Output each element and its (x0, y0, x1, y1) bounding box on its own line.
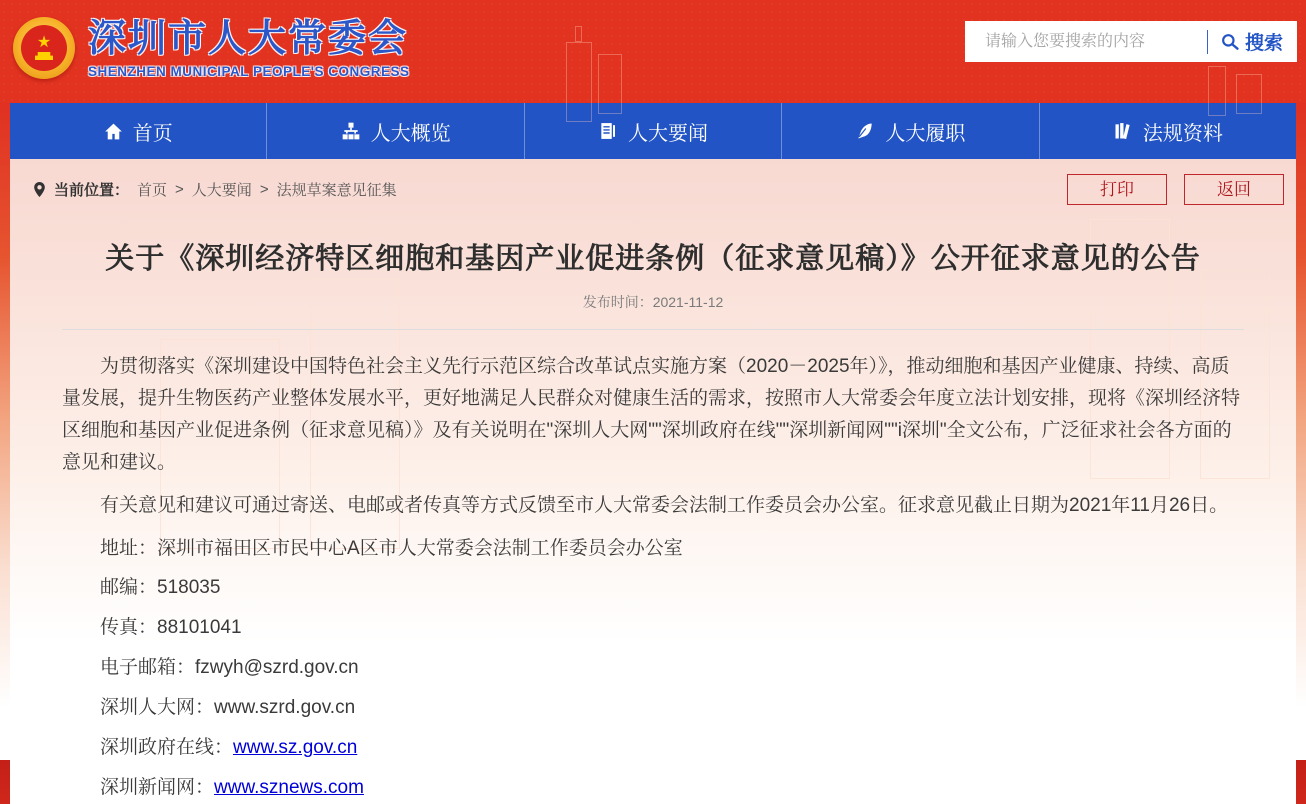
contact-label: 深圳新闻网： (100, 776, 215, 798)
article-body (62, 351, 1244, 804)
emblem-gate-icon (35, 52, 53, 60)
contact-label: 深圳政府在线： (100, 737, 234, 759)
nav-item-label: 人大要闻 (628, 122, 709, 145)
contact-value: 深圳市福田区市民中心A区市人大常委会法制工作委员会办公室 (157, 537, 683, 559)
building-watermark (575, 26, 582, 42)
brand-text (88, 17, 410, 79)
contact-link[interactable]: www.sznews.com (214, 776, 364, 798)
home-icon (104, 122, 123, 141)
nav-item-overview[interactable] (266, 103, 523, 159)
breadcrumb-item-home[interactable]: 首页 (137, 182, 168, 199)
nav-item-label: 法规资料 (1142, 122, 1223, 145)
main-nav (10, 103, 1296, 159)
search-input[interactable] (965, 21, 1207, 62)
article-paragraph: 有关意见和建议可通过寄送、电邮或者传真等方式反馈至市人大常委会法制工作委员会办公室。征求意见截止日期为2021年11月26日。 (100, 494, 1229, 516)
contact-postcode (62, 572, 1244, 604)
contact-szrd-site (62, 692, 1244, 724)
breadcrumb-item-current: 法规草案意见征集 (276, 182, 397, 199)
contact-value: fzwyh@szrd.gov.cn (195, 657, 359, 679)
publish-date: 发布时间：2021-11-12 (582, 294, 724, 310)
nav-item-label: 首页 (132, 122, 173, 145)
page-actions (1067, 174, 1284, 205)
emblem-star-icon: ★ (36, 34, 52, 51)
contact-address (62, 533, 1244, 565)
contact-fax (62, 612, 1244, 644)
building-watermark (598, 54, 622, 114)
contact-label: 电子邮箱： (100, 657, 196, 679)
breadcrumb-row (10, 159, 1296, 210)
national-emblem-logo (12, 11, 76, 85)
contact-news-site (62, 772, 1244, 804)
breadcrumb-separator: > (259, 181, 269, 198)
contact-label: 深圳人大网： (100, 697, 215, 719)
contact-email (62, 652, 1244, 684)
contact-value: www.szrd.gov.cn (214, 697, 356, 719)
contact-value: 518035 (157, 577, 221, 599)
site-header (0, 0, 1306, 103)
contact-link[interactable]: www.sz.gov.cn (233, 737, 358, 759)
emblem-ring-icon (13, 17, 75, 79)
article-paragraph: 为贯彻落实《深圳建设中国特色社会主义先行示范区综合改革试点实施方案（2020－2025年）》，推动细胞和基因产业健康、持续、高质量发展，提升生物医药产业整体发展水平，更好地满足人民群众对健康生活的需求，按照市人大常委会年度立法计划安排，现将《深圳经济特区细胞和基因产业促进条例（征求意见稿）》及有关说明在"深圳人大网""深圳政府在线""深圳新闻网""i深圳"全文公布，广泛征求社会各方面的意见和建议。 (62, 356, 1241, 473)
nav-item-label: 人大概览 (370, 122, 451, 145)
breadcrumb-item-news[interactable]: 人大要闻 (191, 182, 252, 199)
breadcrumb (32, 179, 397, 200)
news-icon (598, 121, 618, 141)
search-box (965, 21, 1297, 62)
building-watermark (1208, 66, 1226, 116)
nav-item-home[interactable] (10, 103, 266, 159)
breadcrumb-separator: > (175, 181, 184, 198)
nav-item-label: 人大履职 (885, 122, 966, 145)
article (10, 236, 1296, 804)
pen-icon (855, 121, 875, 141)
print-button[interactable]: 打印 (1067, 174, 1167, 205)
building-watermark (566, 42, 592, 122)
brand (12, 11, 410, 85)
search-button-label: 搜索 (1244, 33, 1283, 54)
back-button[interactable]: 返回 (1184, 174, 1284, 205)
contact-gov-site (62, 732, 1244, 764)
contact-label: 邮编： (100, 577, 158, 599)
contact-label: 传真： (100, 617, 158, 639)
nav-item-performance[interactable] (781, 103, 1038, 159)
location-pin-icon (32, 181, 47, 198)
article-title: 关于《深圳经济特区细胞和基因产业促进条例（征求意见稿）》公开征求意见的公告 (105, 243, 1201, 275)
search-icon (1220, 32, 1240, 52)
contact-label: 地址： (100, 537, 158, 559)
search-button[interactable] (1208, 28, 1297, 55)
content-area (10, 159, 1296, 804)
nav-item-news[interactable] (524, 103, 781, 159)
site-title: 深圳市人大常委会 (88, 18, 409, 60)
books-icon (1113, 121, 1133, 141)
page-container (10, 103, 1296, 804)
sitemap-icon (341, 121, 361, 141)
breadcrumb-label: 当前位置： (54, 182, 130, 199)
contact-value: 88101041 (157, 617, 242, 639)
building-watermark (1236, 74, 1262, 114)
site-subtitle: SHENZHEN MUNICIPAL PEOPLE'S CONGRESS (88, 64, 410, 79)
title-divider (62, 329, 1244, 330)
